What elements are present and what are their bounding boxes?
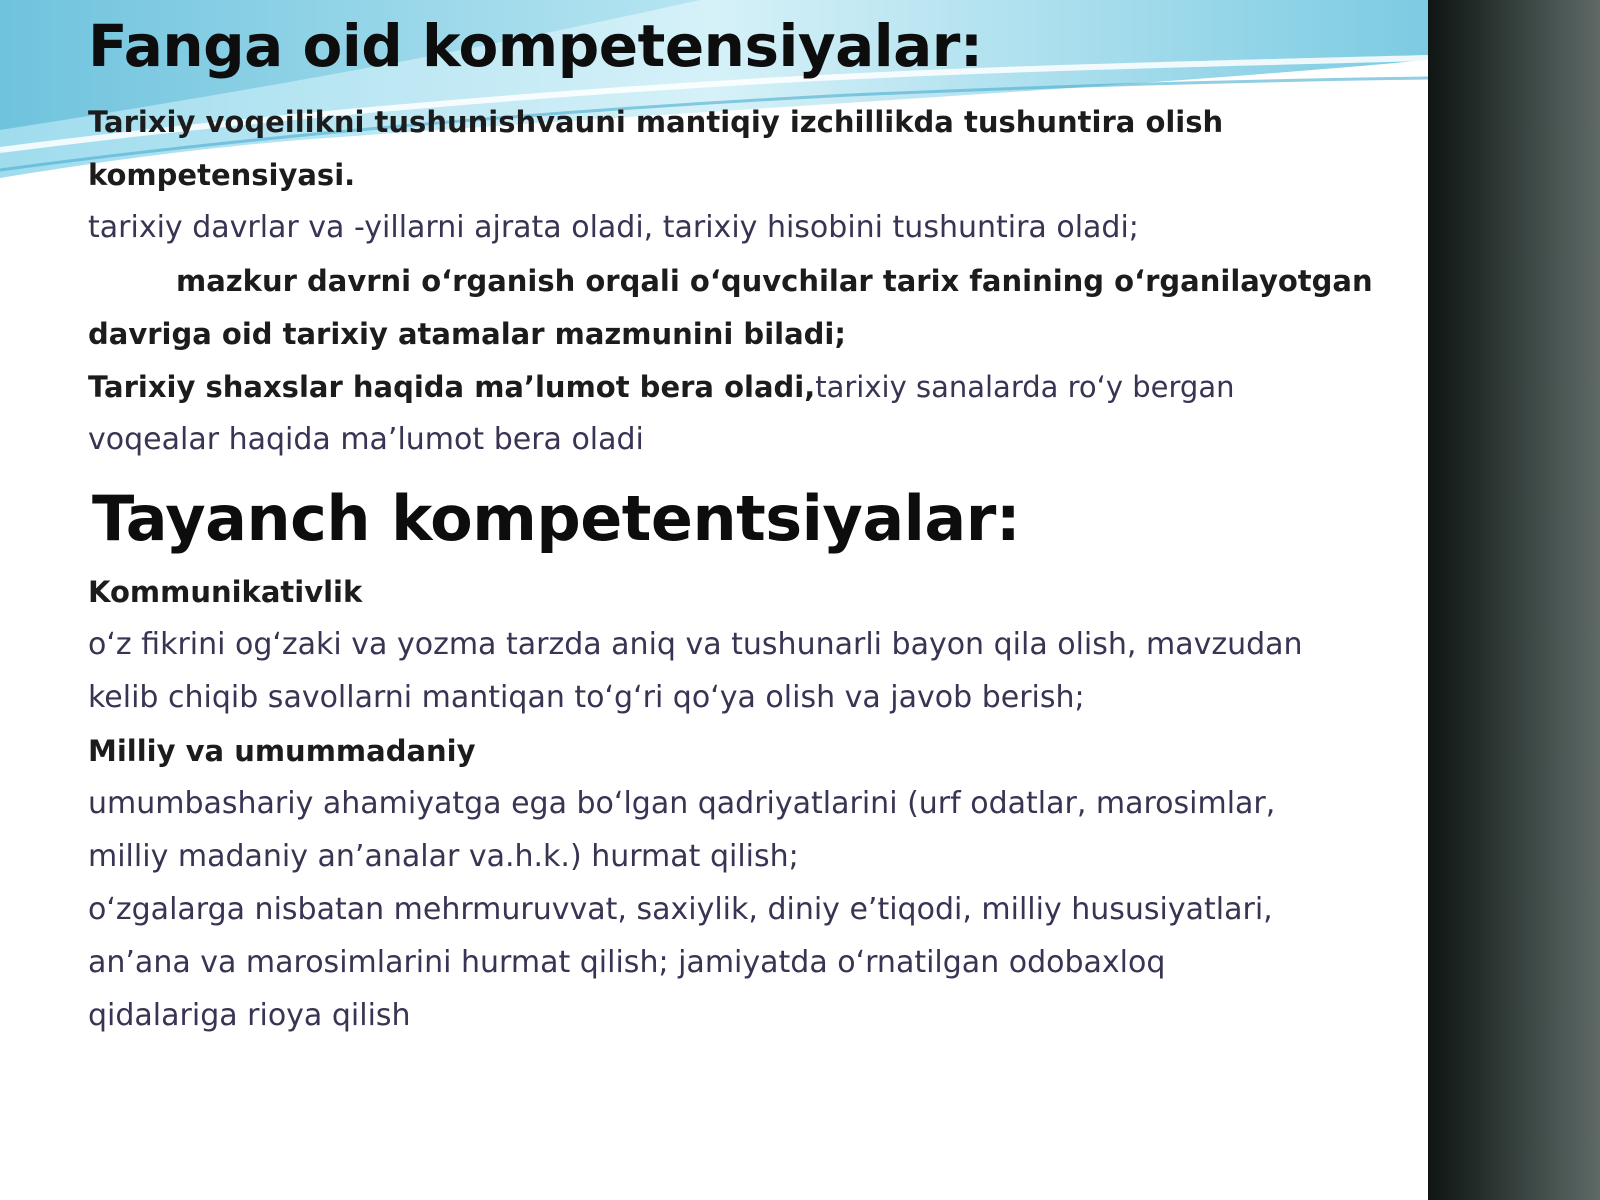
competency-line: umumbashariy ahamiyatga ega bo‘lgan qadriyatlarini (urf odatlar, marosimlar, (88, 786, 1276, 821)
competency-line: tarixiy davrlar va -yillarni ajrata oladi, tarixiy hisobini tushuntira oladi; (88, 210, 1139, 245)
competency-line: davriga oid tarixiy atamalar mazmunini biladi; (88, 317, 846, 351)
section-1-title: Fanga oid kompetensiyalar: (88, 12, 983, 80)
normal-segment: tarixiy sanalarda ro‘y bergan (815, 370, 1235, 404)
competency-line: kelib chiqib savollarni mantiqan to‘g‘ri qo‘ya olish va javob berish; (88, 680, 1085, 715)
competency-line: mazkur davrni o‘rganish orqali o‘quvchilar tarix fanining o‘rganilayotgan (176, 264, 1373, 298)
competency-heading: Milliy va umummadaniy (88, 734, 476, 768)
competency-line: voqealar haqida ma’lumot bera oladi (88, 422, 644, 457)
slide-content (88, 0, 1428, 1200)
competency-line: o‘zgalarga nisbatan mehrmuruvvat, saxiylik, diniy e’tiqodi, milliy hususiyatlari, (88, 892, 1273, 927)
section-2-title: Tayanch kompetentsiyalar: (92, 482, 1021, 555)
bold-segment: Tarixiy shaxslar haqida ma’lumot bera oladi, (88, 370, 816, 404)
competency-line: Tarixiy voqeilikni tushunishvauni mantiqiy izchillikda tushuntira olish (88, 105, 1224, 139)
competency-heading: Kommunikativlik (88, 575, 363, 609)
side-panel (1428, 0, 1600, 1200)
competency-line: milliy madaniy an’analar va.h.k.) hurmat qilish; (88, 839, 799, 874)
competency-line: kompetensiyasi. (88, 158, 356, 192)
competency-line-mixed (88, 369, 1234, 405)
competency-line: o‘z fikrini og‘zaki va yozma tarzda aniq va tushunarli bayon qila olish, mavzudan (88, 627, 1303, 662)
competency-line: qidalariga rioya qilish (88, 998, 411, 1033)
competency-line: an’ana va marosimlarini hurmat qilish; jamiyatda o‘rnatilgan odobaxloq (88, 945, 1166, 980)
